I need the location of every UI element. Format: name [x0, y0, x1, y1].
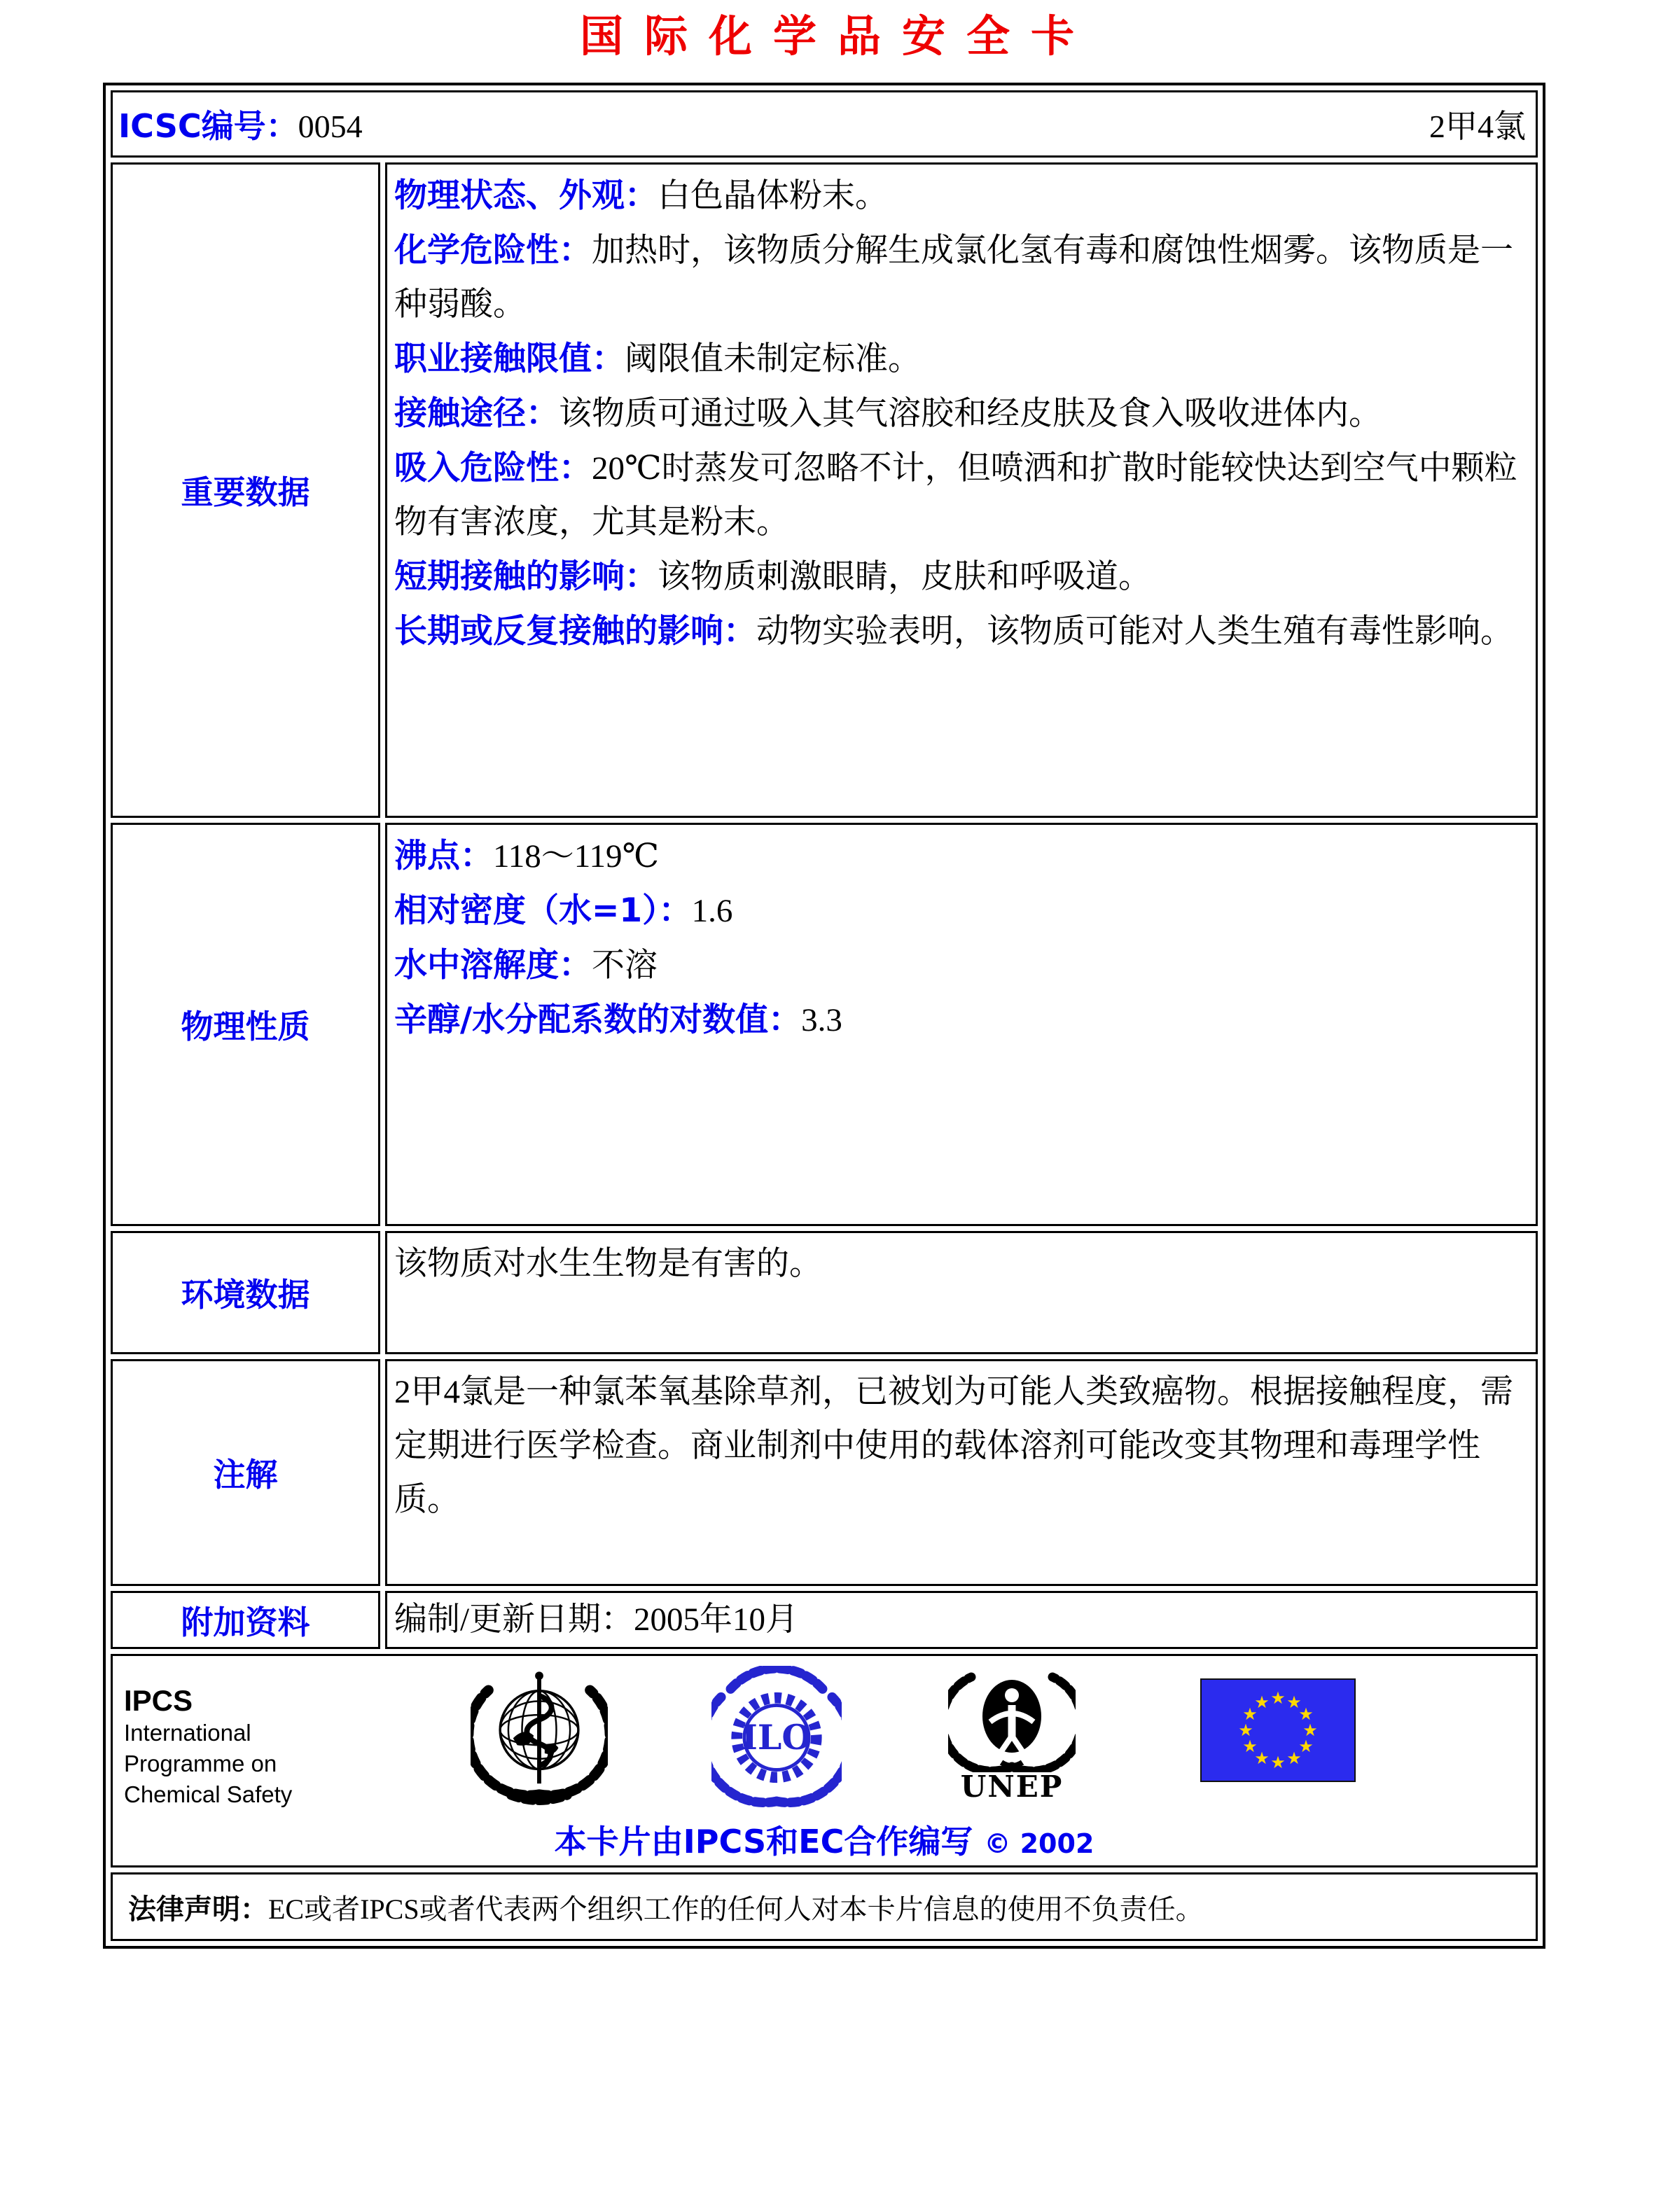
- data-item: [394, 993, 1517, 1048]
- section-important-data-row: [111, 162, 1538, 818]
- data-item: [394, 1237, 1517, 1291]
- svg-text:★: ★: [1242, 1738, 1258, 1756]
- section-label-additional-info: 附加资料: [111, 1591, 380, 1649]
- logos-row: [111, 1654, 1538, 1867]
- data-item: [394, 604, 1517, 659]
- legal-cell: [111, 1872, 1538, 1941]
- item-text: 加热时，该物质分解生成氯化氢有毒和腐蚀性烟雾。该物质是一种弱酸。: [394, 232, 1513, 323]
- ipcs-line: Chemical Safety: [124, 1781, 293, 1807]
- icsc-number-value: 0054: [298, 109, 363, 144]
- data-item: [394, 1365, 1517, 1527]
- item-label: 相对密度（水=1）：: [394, 891, 692, 930]
- legal-row: [111, 1872, 1538, 1941]
- logos-cell: [111, 1654, 1538, 1867]
- caption-text: 本卡片由IPCS和EC合作编写: [554, 1823, 973, 1860]
- legal-label: 法律声明：: [128, 1893, 268, 1926]
- copyright-text: © 2002: [984, 1828, 1094, 1859]
- ipcs-line: International: [124, 1720, 251, 1746]
- svg-text:★: ★: [1302, 1722, 1318, 1740]
- svg-text:★: ★: [1298, 1706, 1314, 1724]
- section-label-physical-properties: 物理性质: [111, 823, 380, 1226]
- section-label-important-data: 重要数据: [111, 162, 380, 818]
- item-label: 吸入危险性：: [394, 449, 592, 487]
- section-content-important-data: [385, 162, 1538, 818]
- section-label-environmental-data: 环境数据: [111, 1231, 380, 1354]
- legal-text: EC或者IPCS或者代表两个组织工作的任何人对本卡片信息的使用不负责任。: [268, 1893, 1204, 1925]
- item-label: 沸点：: [394, 837, 493, 875]
- unep-logo-text: UNEP: [960, 1769, 1064, 1804]
- item-label: 化学危险性：: [394, 231, 592, 270]
- data-item: [394, 550, 1517, 604]
- icsc-number-group: [118, 101, 363, 147]
- item-text: 该物质对水生生物是有害的。: [394, 1246, 822, 1282]
- ipcs-text-block: [124, 1684, 324, 1810]
- ipcs-acronym: IPCS: [124, 1684, 193, 1717]
- item-text: 1.6: [691, 893, 733, 929]
- svg-text:★: ★: [1270, 1690, 1286, 1708]
- card-caption: [113, 1816, 1536, 1863]
- page-title: 国际化学品安全卡: [579, 11, 1095, 62]
- header-row: [111, 90, 1538, 158]
- svg-text:★: ★: [1270, 1754, 1286, 1772]
- item-text: 动物实验表明，该物质可能对人类生殖有毒性影响。: [756, 613, 1513, 650]
- data-item: [394, 884, 1517, 938]
- svg-text:★: ★: [1254, 1750, 1270, 1768]
- data-item: [394, 169, 1517, 223]
- chemical-name: 2甲4氯: [1429, 109, 1526, 144]
- item-text: 白色晶体粉末。: [658, 178, 888, 214]
- item-label: 物理状态、外观：: [394, 176, 658, 215]
- section-content-physical-properties: [385, 823, 1538, 1226]
- ipcs-line: Programme on: [124, 1751, 277, 1776]
- item-text: 阈限值未制定标准。: [625, 341, 921, 377]
- section-label-notes: 注解: [111, 1359, 380, 1586]
- svg-text:ILO: ILO: [742, 1717, 812, 1758]
- svg-text:★: ★: [1242, 1706, 1258, 1724]
- data-item: [394, 441, 1517, 550]
- data-item: [394, 223, 1517, 332]
- eu-flag: [1200, 1678, 1356, 1786]
- section-notes-row: [111, 1359, 1538, 1586]
- icsc-table: [106, 85, 1543, 1946]
- item-text: 2甲4氯是一种氯苯氧基除草剂，已被划为可能人类致癌物。根据接触程度，需定期进行医学检查。商业制剂中使用的载体溶剂可能改变其物理和毒理学性质。: [394, 1374, 1513, 1518]
- section-content-notes: [385, 1359, 1538, 1586]
- who-logo: [471, 1663, 608, 1809]
- section-environmental-data-row: [111, 1231, 1538, 1354]
- header-cell: [111, 90, 1538, 158]
- item-label: 职业接触限值：: [394, 340, 625, 378]
- data-item: [394, 1593, 1517, 1647]
- item-label: 水中溶解度：: [394, 946, 592, 985]
- section-content-additional-info: [385, 1591, 1538, 1649]
- item-label: 短期接触的影响：: [394, 557, 658, 596]
- unep-logo-block: [948, 1666, 1076, 1802]
- ilo-logo: [711, 1666, 842, 1812]
- item-text: 不溶: [592, 947, 658, 984]
- data-item: [394, 332, 1517, 387]
- data-item: [394, 387, 1517, 441]
- icsc-card: [103, 83, 1545, 1949]
- data-item: [394, 938, 1517, 993]
- item-text: 20℃时蒸发可忽略不计，但喷洒和扩散时能较快达到空气中颗粒物有害浓度，尤其是粉末。: [394, 450, 1517, 541]
- svg-text:★: ★: [1254, 1694, 1270, 1712]
- section-additional-info-row: [111, 1591, 1538, 1649]
- item-text: 编制/更新日期：2005年10月: [394, 1601, 799, 1638]
- svg-text:★: ★: [1238, 1722, 1253, 1740]
- icsc-number-label: ICSC编号：: [118, 107, 298, 145]
- item-label: 长期或反复接触的影响：: [394, 612, 756, 651]
- item-label: 接触途径：: [394, 394, 559, 433]
- item-text: 该物质可通过吸入其气溶胶和经皮肤及食入吸收进体内。: [559, 396, 1382, 432]
- section-content-environmental-data: [385, 1231, 1538, 1354]
- item-text: 该物质刺激眼睛，皮肤和呼吸道。: [658, 559, 1151, 595]
- section-physical-properties-row: [111, 823, 1538, 1226]
- svg-text:★: ★: [1286, 1694, 1302, 1712]
- item-text: 118～119℃: [493, 838, 660, 875]
- data-item: [394, 829, 1517, 884]
- item-text: 3.3: [801, 1002, 842, 1038]
- svg-text:★: ★: [1298, 1738, 1314, 1756]
- item-label: 辛醇/水分配系数的对数值：: [394, 1001, 802, 1039]
- svg-text:★: ★: [1286, 1750, 1302, 1768]
